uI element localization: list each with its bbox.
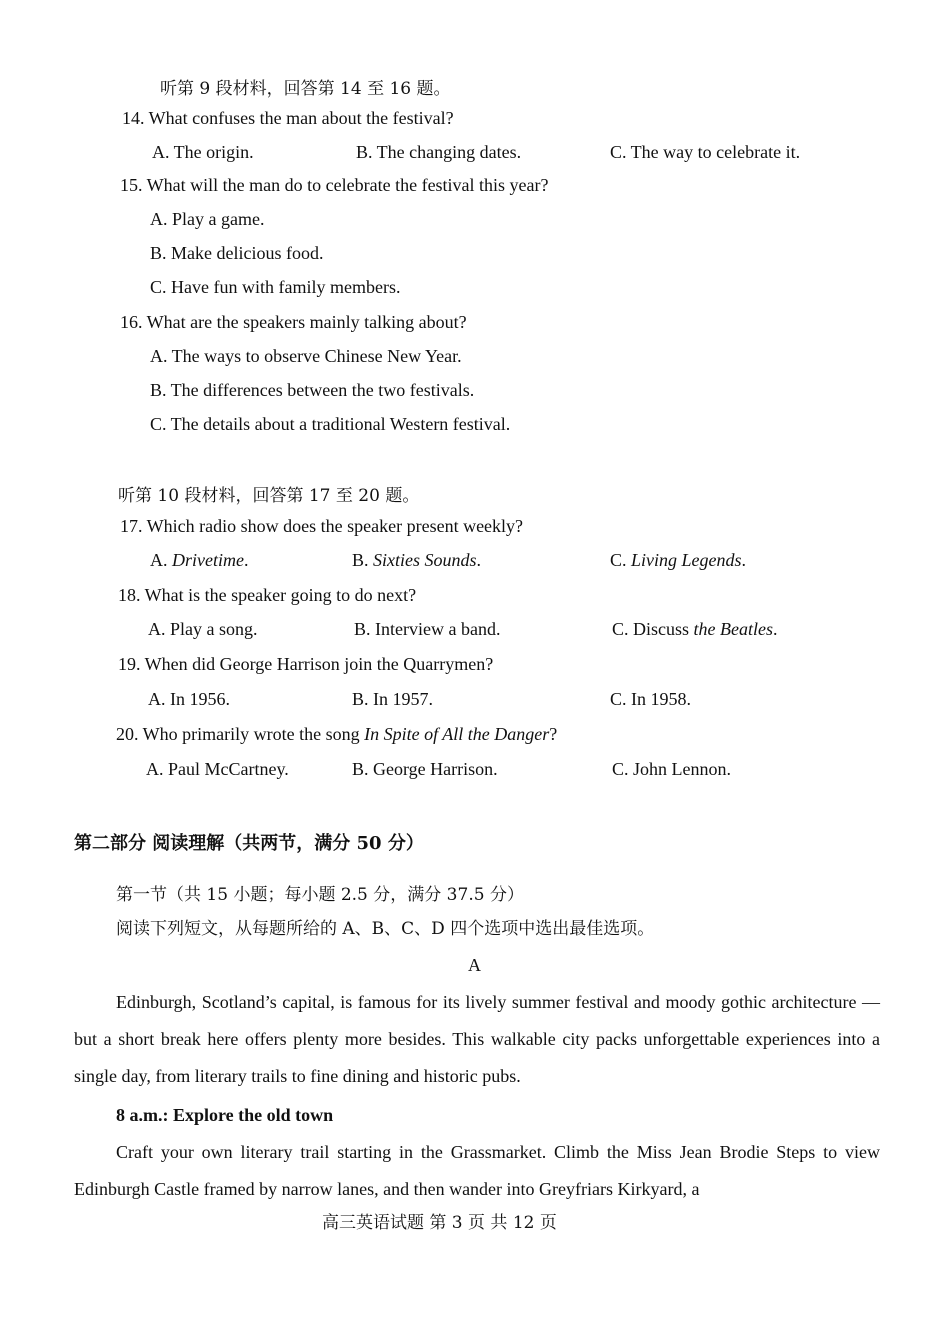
- q15-stem: 15. What will the man do to celebrate the festival this year?: [120, 175, 549, 195]
- q15-option-b: B. Make delicious food.: [150, 243, 324, 263]
- part2-instruction: 阅读下列短文，从每题所给的 A、B、C、D 四个选项中选出最佳选项。: [116, 919, 655, 939]
- q18-option-c: C. Discuss the Beatles.: [612, 619, 778, 639]
- q19-option-b: B. In 1957.: [352, 689, 433, 709]
- page-footer: 高三英语试题 第 3 页 共 12 页: [322, 1213, 557, 1233]
- q19-stem: 19. When did George Harrison join the Quarrymen?: [118, 654, 494, 674]
- q14-stem: 14. What confuses the man about the festival?: [122, 108, 454, 128]
- q17-option-c: C. Living Legends.: [610, 550, 747, 570]
- q16-option-c: C. The details about a traditional Western festival.: [150, 414, 511, 434]
- part2-heading: 第二部分 阅读理解（共两节，满分 50 分）: [74, 833, 424, 854]
- q19-option-c: C. In 1958.: [610, 689, 691, 709]
- q20-stem: 20. Who primarily wrote the song In Spite of All the Danger?: [116, 724, 558, 744]
- q14-option-c: C. The way to celebrate it.: [610, 142, 801, 162]
- q17-option-b: B. Sixties Sounds.: [352, 550, 482, 570]
- q20-option-b: B. George Harrison.: [352, 759, 498, 779]
- q17-stem: 17. Which radio show does the speaker present weekly?: [120, 516, 524, 536]
- q15-option-a: A. Play a game.: [150, 209, 265, 229]
- q18-stem: 18. What is the speaker going to do next?: [118, 585, 417, 605]
- passage-subheading: 8 a.m.: Explore the old town: [116, 1105, 334, 1125]
- passage-paragraph-2: Craft your own literary trail starting in the Grassmarket. Climb the Miss Jean Brodie Steps to view Edinburgh Castle framed by narrow lanes, and then wander into Greyfriars Kirkyard, a: [74, 1142, 880, 1199]
- q18-option-a: A. Play a song.: [148, 619, 258, 639]
- q18-option-b: B. Interview a band.: [354, 619, 501, 639]
- q16-option-b: B. The differences between the two festivals.: [150, 380, 475, 400]
- q19-option-a: A. In 1956.: [148, 689, 230, 709]
- passage-paragraph-1: Edinburgh, Scotland’s capital, is famous for its lively summer festival and moody gothic architecture — but a short break here offers plenty more besides. This walkable city packs unforgettable experiences into a single day, from literary trails to fine dining and historic pubs.: [74, 992, 880, 1086]
- part2-section1-heading: 第一节（共 15 小题；每小题 2.5 分，满分 37.5 分）: [116, 885, 524, 905]
- q16-stem: 16. What are the speakers mainly talking about?: [120, 312, 467, 332]
- q14-option-a: A. The origin.: [152, 142, 254, 162]
- passage-label: A: [468, 955, 481, 975]
- q16-option-a: A. The ways to observe Chinese New Year.: [150, 346, 462, 366]
- q20-option-c: C. John Lennon.: [612, 759, 731, 779]
- q20-option-a: A. Paul McCartney.: [146, 759, 289, 779]
- section9-heading: 听第 9 段材料，回答第 14 至 16 题。: [160, 79, 451, 99]
- q17-option-a: A. Drivetime.: [150, 550, 249, 570]
- section10-heading: 听第 10 段材料，回答第 17 至 20 题。: [118, 486, 420, 506]
- q14-option-b: B. The changing dates.: [356, 142, 522, 162]
- q15-option-c: C. Have fun with family members.: [150, 277, 401, 297]
